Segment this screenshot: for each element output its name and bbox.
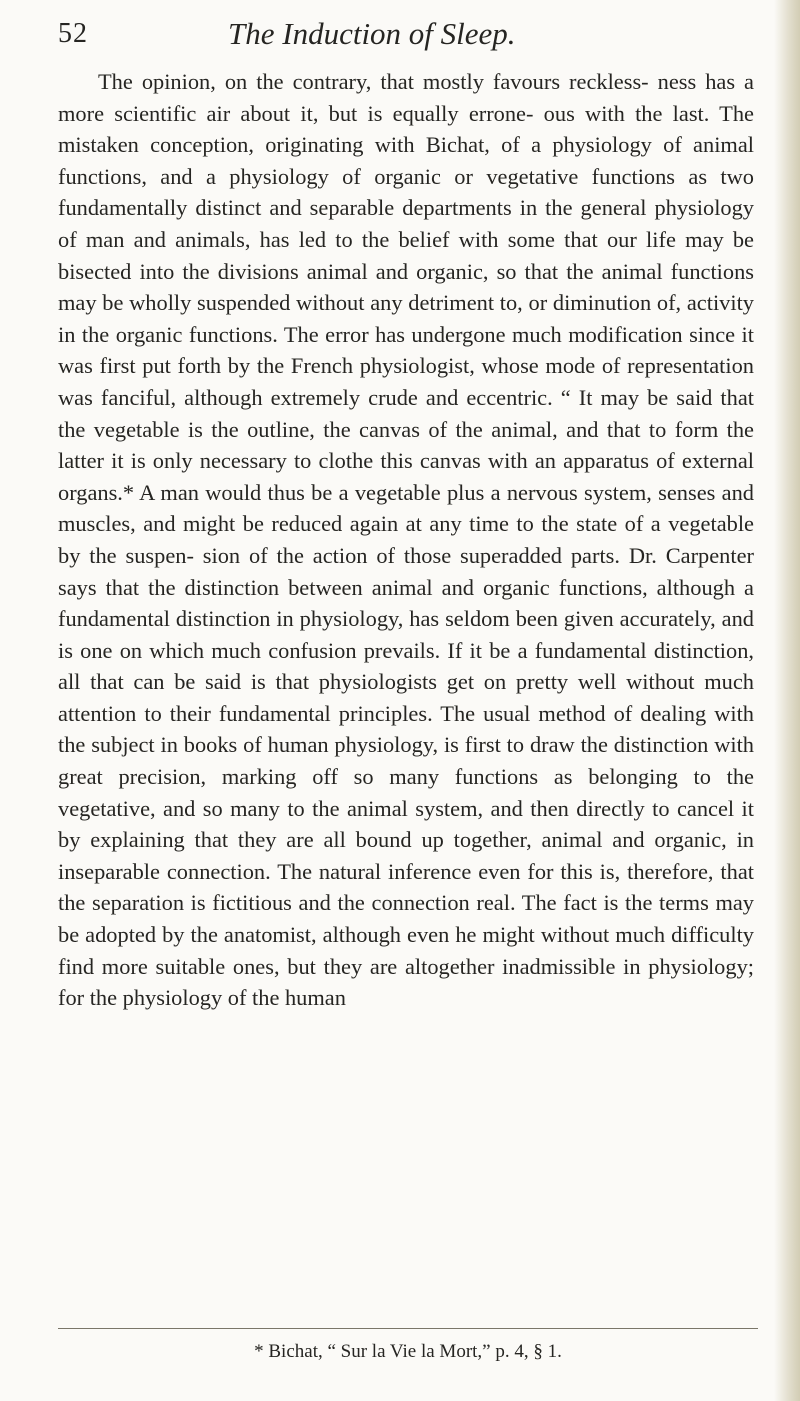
- footnote-divider: [58, 1328, 758, 1329]
- page-edge-shadow: [774, 0, 800, 1401]
- page-header: [58, 14, 758, 54]
- body-paragraph: The opinion, on the contrary, that mostly favours reckless- ness has a more scientific air about it, but is equally errone- ous with the last. The mistaken conception, originating with Bichat, of a physiology of animal functions, and a physiology of organic or vegetative functions as two fundamentally distinct and separable departments in the general physiology of man and animals, has led to the belief with some that our life may be bisected into the divisions animal and organic, so that the animal functions may be wholly suspended without any detriment to, or diminution of, activity in the organic functions. The error has undergone much modification since it was first put forth by the French physiologist, whose mode of representation was fanciful, although extremely crude and eccentric. “ It may be said that the vegetable is the outline, the canvas of the animal, and that to form the latter it is only necessary to clothe this canvas with an apparatus of external organs.* A man would thus be a vegetable plus a nervous system, senses and muscles, and might be reduced again at any time to the state of a vegetable by the suspen- sion of the action of those superadded parts. Dr. Carpenter says that the distinction between animal and organic functions, although a fundamental distinction in physiology, has seldom been given accurately, and is one on which much confusion prevails. If it be a fundamental distinction, all that can be said is that physiologists get on pretty well without much attention to their fundamental principles. The usual method of dealing with the subject in books of human physiology, is first to draw the distinction with great precision, marking off so many functions as belonging to the vegetative, and so many to the animal system, and then directly to cancel it by explaining that they are all bound up together, animal and organic, in inseparable connection. The natural inference even for this is, therefore, that the separation is fictitious and the connection real. The fact is the terms may be adopted by the anatomist, although even he might without much difficulty find more suitable ones, but they are altogether inadmissible in physiology; for the physiology of the human: [58, 69, 754, 1011]
- running-title: The Induction of Sleep.: [228, 16, 516, 51]
- footnote: * Bichat, “ Sur la Vie la Mort,” p. 4, § 1.: [254, 1341, 562, 1362]
- page-number: 52: [58, 18, 88, 49]
